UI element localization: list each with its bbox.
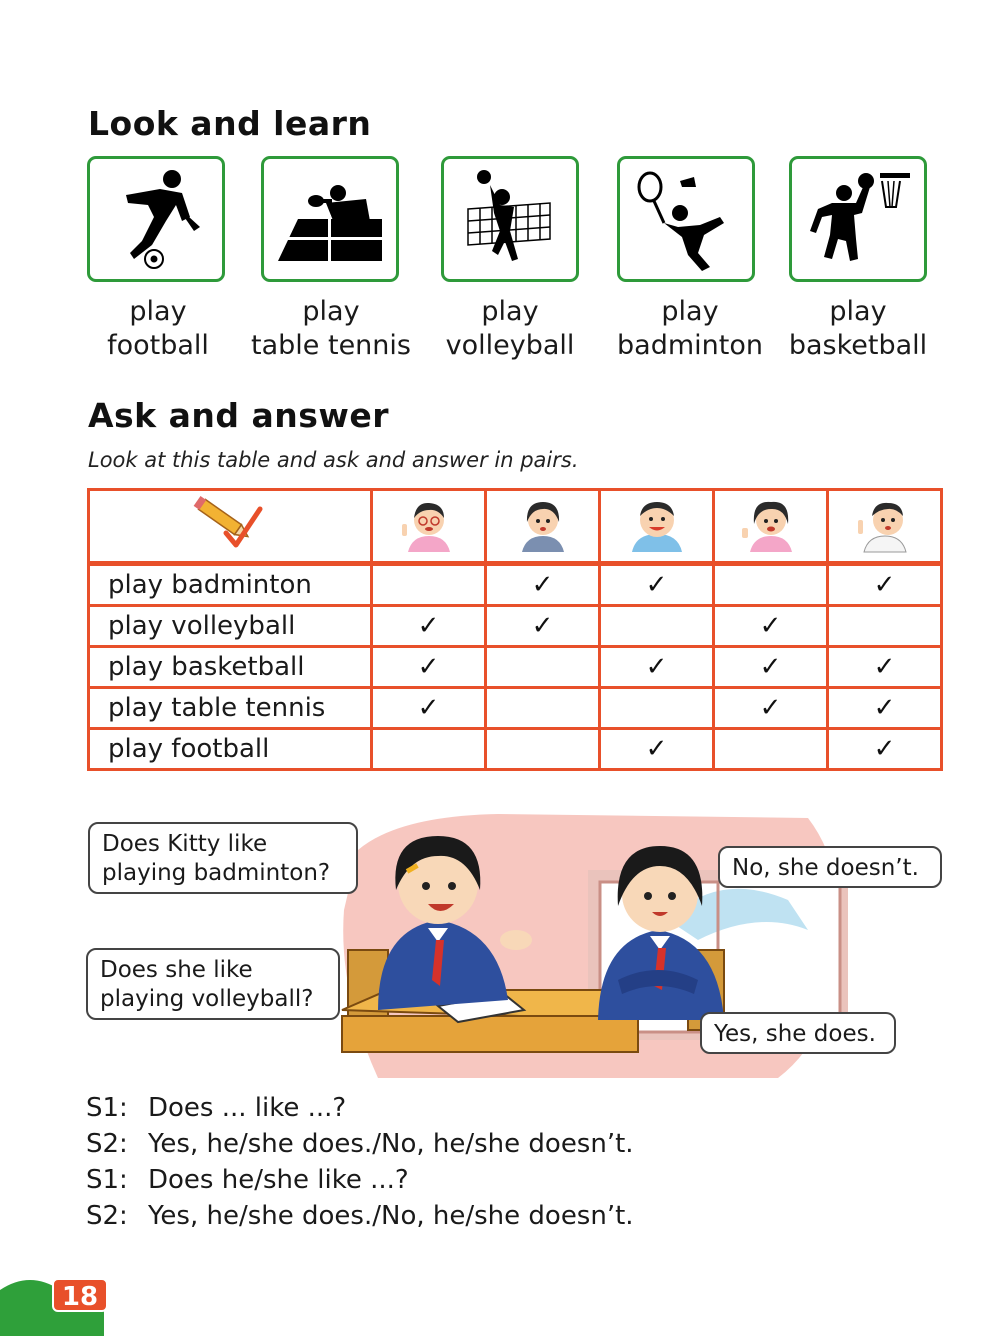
check-mark-cell: ✓ [828, 647, 942, 688]
instruction: Look at this table and ask and answer in pairs. [88, 448, 579, 472]
survey-table [87, 488, 943, 771]
dialog-line [86, 1162, 634, 1198]
check-mark-cell: ✓ [486, 564, 600, 606]
check-mark-cell: ✓ [714, 647, 828, 688]
section-title-ask-and-answer: Ask and answer [88, 396, 390, 435]
check-mark-cell: ✓ [714, 688, 828, 729]
label-badminton [600, 295, 780, 363]
empty-cell [828, 606, 942, 647]
speech-bubble-a1: No, she doesn’t. [718, 846, 942, 888]
check-mark-cell: ✓ [714, 606, 828, 647]
dialog-line [86, 1126, 634, 1162]
empty-cell [486, 647, 600, 688]
table-row [89, 647, 942, 688]
label-football [68, 295, 248, 363]
badminton-player-icon [620, 159, 752, 279]
label-line: football [107, 330, 209, 361]
check-mark-cell: ✓ [372, 688, 486, 729]
avatar-girl-pink [714, 490, 828, 564]
check-mark-cell: ✓ [828, 729, 942, 770]
check-mark-cell: ✓ [372, 606, 486, 647]
check-mark-cell: ✓ [372, 647, 486, 688]
pencil-check-icon [89, 490, 372, 564]
check-mark-cell: ✓ [600, 647, 714, 688]
empty-cell [486, 729, 600, 770]
dialog-line [86, 1090, 634, 1126]
speech-bubble-a2: Yes, she does. [700, 1012, 896, 1054]
empty-cell [372, 564, 486, 606]
table-row [89, 564, 942, 606]
empty-cell [486, 688, 600, 729]
speaker: S1: [86, 1165, 128, 1195]
dialog-text: Yes, he/she does./No, he/she doesn’t. [148, 1129, 634, 1159]
label-line: volleyball [445, 330, 575, 361]
avatar-boy-chubby [600, 490, 714, 564]
check-mark-cell: ✓ [828, 688, 942, 729]
label-basketball [768, 295, 948, 363]
activity-cell: play badminton [89, 564, 372, 606]
speaker: S2: [86, 1201, 128, 1231]
label-line: play [481, 296, 539, 327]
basketball-card [789, 156, 927, 282]
dialog-practice [86, 1090, 634, 1234]
label-volleyball [420, 295, 600, 363]
activity-cell: play football [89, 729, 372, 770]
check-mark-cell: ✓ [600, 729, 714, 770]
label-line: play [129, 296, 187, 327]
avatar-boy-white-shirt [828, 490, 942, 564]
label-line: table tennis [251, 330, 411, 361]
activity-cell: play table tennis [89, 688, 372, 729]
table-row [89, 688, 942, 729]
basketball-player-icon [792, 159, 924, 279]
speech-bubble-q2: Does she like playing volleyball? [86, 948, 340, 1020]
table-tennis-card [261, 156, 399, 282]
check-mark-cell: ✓ [828, 564, 942, 606]
table-row [89, 729, 942, 770]
label-table-tennis [241, 295, 421, 363]
activity-cell: play basketball [89, 647, 372, 688]
speaker: S2: [86, 1129, 128, 1159]
check-mark-cell: ✓ [486, 606, 600, 647]
label-line: play [829, 296, 887, 327]
empty-cell [600, 688, 714, 729]
empty-cell [714, 729, 828, 770]
speech-bubble-q1: Does Kitty like playing badminton? [88, 822, 358, 894]
volleyball-card [441, 156, 579, 282]
label-line: basketball [788, 330, 928, 361]
speaker: S1: [86, 1093, 128, 1123]
table-row [89, 606, 942, 647]
table-tennis-player-icon [264, 159, 396, 279]
football-player-icon [90, 159, 222, 279]
football-card [87, 156, 225, 282]
label-line: badminton [617, 330, 763, 361]
section-title-look-and-learn: Look and learn [88, 104, 372, 143]
label-line: play [302, 296, 360, 327]
dialog-text: Does ... like ...? [148, 1093, 347, 1123]
dialog-line [86, 1198, 634, 1234]
avatar-girl-glasses [372, 490, 486, 564]
label-line: play [661, 296, 719, 327]
empty-cell [600, 606, 714, 647]
empty-cell [372, 729, 486, 770]
activity-cell: play volleyball [89, 606, 372, 647]
avatar-girl-kitty [486, 490, 600, 564]
dialog-text: Does he/she like ...? [148, 1165, 409, 1195]
dialog-text: Yes, he/she does./No, he/she doesn’t. [148, 1201, 634, 1231]
empty-cell [714, 564, 828, 606]
badminton-card [617, 156, 755, 282]
page-number: 18 [52, 1278, 108, 1312]
volleyball-player-icon [444, 159, 576, 279]
check-mark-cell: ✓ [600, 564, 714, 606]
